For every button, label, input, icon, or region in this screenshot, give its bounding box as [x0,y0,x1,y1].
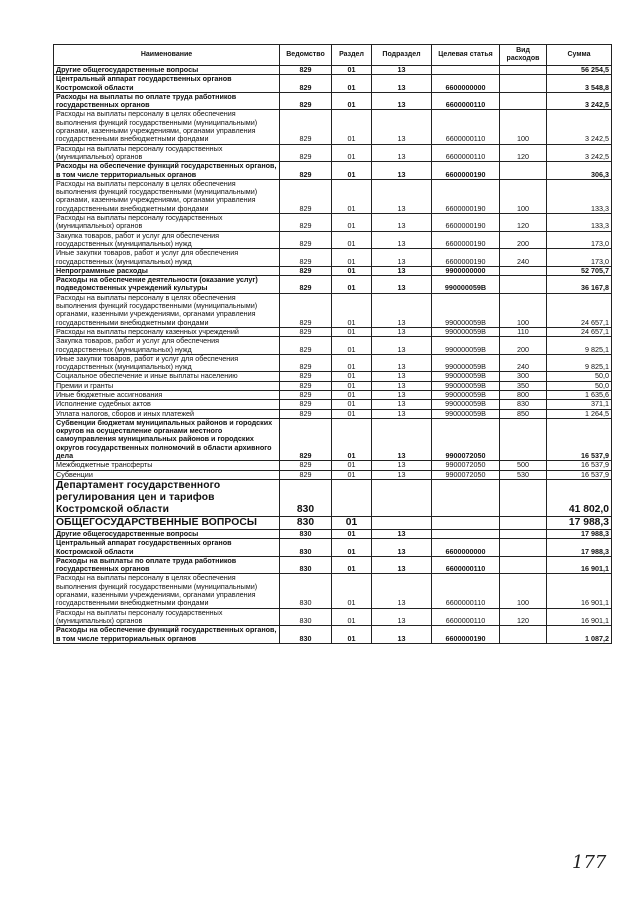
cell-vid [500,276,547,294]
cell-name: Расходы на выплаты по оплате труда работников государственных органов [54,556,280,574]
cell-summa: 56 254,5 [547,66,612,75]
cell-podrazdel: 13 [372,574,432,608]
cell-podrazdel: 13 [372,249,432,267]
cell-razdel: 01 [332,214,372,232]
cell-podrazdel: 13 [372,608,432,626]
cell-summa: 133,3 [547,179,612,213]
cell-razdel: 01 [332,231,372,249]
table-row [54,249,612,267]
cell-statya: 6600000110 [432,556,500,574]
table-row [54,162,612,180]
cell-podrazdel: 13 [372,418,432,460]
cell-summa: 50,0 [547,372,612,381]
table-row [54,110,612,144]
cell-name: Расходы на выплаты персоналу казенных учреждений [54,327,280,336]
cell-name: Закупка товаров, работ и услуг для обеспечения государственных (муниципальных) нужд [54,231,280,249]
cell-summa: 52 705,7 [547,266,612,275]
table-row [54,516,612,529]
cell-razdel: 01 [332,179,372,213]
cell-summa: 3 242,5 [547,144,612,162]
cell-podrazdel: 13 [372,461,432,470]
cell-podrazdel: 13 [372,327,432,336]
cell-vedomstvo: 829 [280,337,332,355]
cell-razdel: 01 [332,626,372,644]
cell-podrazdel: 13 [372,75,432,93]
cell-summa: 371,1 [547,400,612,409]
cell-vedomstvo: 829 [280,461,332,470]
cell-name: Межбюджетные трансферты [54,461,280,470]
cell-vedomstvo: 830 [280,574,332,608]
cell-vid [500,418,547,460]
cell-statya: 990000059В [432,337,500,355]
cell-vid [500,516,547,529]
cell-name: Департамент государственного регулирования цен и тарифов Костромской области [54,479,280,516]
cell-razdel: 01 [332,539,372,557]
cell-summa: 16 901,1 [547,556,612,574]
cell-razdel: 01 [332,162,372,180]
table-row [54,461,612,470]
cell-vid [500,66,547,75]
cell-name: Исполнение судебных актов [54,400,280,409]
cell-podrazdel: 13 [372,214,432,232]
cell-statya: 9900072050 [432,461,500,470]
cell-vedomstvo: 829 [280,214,332,232]
cell-vedomstvo: 829 [280,162,332,180]
table-row [54,276,612,294]
cell-podrazdel: 13 [372,231,432,249]
cell-razdel: 01 [332,337,372,355]
cell-vid: 200 [500,337,547,355]
cell-summa: 24 657,1 [547,293,612,327]
cell-podrazdel: 13 [372,400,432,409]
cell-summa: 16 537,9 [547,470,612,479]
cell-razdel [332,479,372,516]
cell-vedomstvo: 830 [280,608,332,626]
header-podrazdel: Подраздел [372,45,432,66]
cell-vedomstvo: 829 [280,354,332,372]
table-row [54,293,612,327]
cell-vid: 240 [500,249,547,267]
cell-summa: 17 988,3 [547,516,612,529]
cell-podrazdel: 13 [372,556,432,574]
cell-summa: 50,0 [547,381,612,390]
cell-statya: 6600000110 [432,110,500,144]
cell-podrazdel: 13 [372,266,432,275]
cell-summa: 306,3 [547,162,612,180]
table-row [54,400,612,409]
cell-name: Расходы на выплаты по оплате труда работников государственных органов [54,92,280,110]
table-row [54,214,612,232]
cell-vid [500,626,547,644]
cell-podrazdel: 13 [372,372,432,381]
cell-podrazdel: 13 [372,162,432,180]
cell-vedomstvo: 829 [280,293,332,327]
cell-name: Центральный аппарат государственных органов Костромской области [54,75,280,93]
table-row [54,75,612,93]
table-row [54,337,612,355]
cell-vid [500,539,547,557]
cell-podrazdel: 13 [372,390,432,399]
cell-podrazdel: 13 [372,144,432,162]
cell-podrazdel: 13 [372,179,432,213]
cell-vid: 350 [500,381,547,390]
cell-statya: 6600000110 [432,92,500,110]
cell-name: Расходы на выплаты персоналу в целях обеспечения выполнения функций государственными (муниципальными) органами, казенными учреждениями, органами управления государственными внебюджетными фондами [54,179,280,213]
table-row [54,626,612,644]
cell-vid: 120 [500,214,547,232]
cell-statya: 6600000110 [432,608,500,626]
cell-name: Премии и гранты [54,381,280,390]
cell-podrazdel: 13 [372,110,432,144]
cell-vid: 830 [500,400,547,409]
cell-vedomstvo: 830 [280,529,332,538]
table-row [54,354,612,372]
cell-summa: 17 988,3 [547,529,612,538]
cell-razdel: 01 [332,293,372,327]
cell-statya: 990000059В [432,390,500,399]
cell-vedomstvo: 830 [280,479,332,516]
cell-vedomstvo: 829 [280,276,332,294]
cell-podrazdel: 13 [372,529,432,538]
cell-vedomstvo: 830 [280,516,332,529]
cell-name: Центральный аппарат государственных органов Костромской области [54,539,280,557]
table-row [54,470,612,479]
table-row [54,409,612,418]
table-row [54,179,612,213]
table-row [54,479,612,516]
cell-statya: 990000059В [432,327,500,336]
header-name: Наименование [54,45,280,66]
cell-statya [432,66,500,75]
cell-summa: 3 242,5 [547,92,612,110]
cell-vedomstvo: 829 [280,179,332,213]
cell-statya: 6600000000 [432,539,500,557]
cell-statya: 6600000190 [432,626,500,644]
cell-podrazdel: 13 [372,293,432,327]
cell-summa: 16 901,1 [547,574,612,608]
cell-podrazdel [372,479,432,516]
table-row [54,327,612,336]
table-row [54,418,612,460]
cell-vid: 300 [500,372,547,381]
cell-vedomstvo: 829 [280,110,332,144]
cell-podrazdel: 13 [372,626,432,644]
table-row [54,66,612,75]
cell-summa: 41 802,0 [547,479,612,516]
cell-podrazdel: 13 [372,276,432,294]
cell-razdel: 01 [332,372,372,381]
cell-vid [500,556,547,574]
cell-name: Расходы на выплаты персоналу в целях обеспечения выполнения функций государственными (муниципальными) органами, казенными учреждениями, органами управления государственными внебюджетными фондами [54,574,280,608]
cell-razdel: 01 [332,75,372,93]
cell-statya: 6600000190 [432,179,500,213]
table-row [54,372,612,381]
cell-razdel: 01 [332,92,372,110]
cell-vid: 100 [500,110,547,144]
cell-summa: 3 242,5 [547,110,612,144]
cell-statya: 990000059В [432,293,500,327]
cell-razdel: 01 [332,354,372,372]
cell-vedomstvo: 829 [280,266,332,275]
cell-vedomstvo: 829 [280,400,332,409]
cell-vid: 240 [500,354,547,372]
cell-name: Расходы на выплаты персоналу государственных (муниципальных) органов [54,608,280,626]
cell-statya: 990000059В [432,400,500,409]
cell-summa: 16 537,9 [547,461,612,470]
cell-summa: 24 657,1 [547,327,612,336]
cell-vid: 800 [500,390,547,399]
table-row [54,608,612,626]
budget-table [53,44,612,644]
header-vedomstvo: Ведомство [280,45,332,66]
cell-razdel: 01 [332,390,372,399]
cell-name: Расходы на обеспечение деятельности (оказание услуг) подведомственных учреждений культуры [54,276,280,294]
cell-vedomstvo: 829 [280,327,332,336]
cell-vedomstvo: 829 [280,75,332,93]
cell-statya [432,516,500,529]
cell-summa: 36 167,8 [547,276,612,294]
cell-summa: 16 901,1 [547,608,612,626]
cell-razdel: 01 [332,327,372,336]
cell-vid [500,266,547,275]
cell-statya: 6600000110 [432,144,500,162]
cell-razdel: 01 [332,400,372,409]
cell-vedomstvo: 829 [280,418,332,460]
cell-vid [500,529,547,538]
cell-summa: 17 988,3 [547,539,612,557]
cell-summa: 9 825,1 [547,337,612,355]
cell-razdel: 01 [332,110,372,144]
cell-name: Иные бюджетные ассигнования [54,390,280,399]
cell-podrazdel: 13 [372,92,432,110]
cell-name: Социальное обеспечение и иные выплаты населению [54,372,280,381]
table-row [54,574,612,608]
cell-name: Расходы на обеспечение функций государственных органов, в том числе территориальных органов [54,162,280,180]
cell-vid: 530 [500,470,547,479]
cell-statya: 990000059В [432,354,500,372]
cell-statya: 6600000190 [432,214,500,232]
cell-statya: 990000059В [432,381,500,390]
cell-name: ОБЩЕГОСУДАРСТВЕННЫЕ ВОПРОСЫ [54,516,280,529]
cell-vedomstvo: 830 [280,626,332,644]
cell-razdel: 01 [332,276,372,294]
cell-podrazdel: 13 [372,539,432,557]
cell-statya: 6600000190 [432,162,500,180]
cell-vid: 120 [500,144,547,162]
cell-podrazdel: 13 [372,337,432,355]
cell-vedomstvo: 829 [280,470,332,479]
cell-razdel: 01 [332,66,372,75]
cell-podrazdel [372,516,432,529]
header-vid: Вид расходов [500,45,547,66]
cell-name: Расходы на выплаты персоналу государственных (муниципальных) органов [54,214,280,232]
cell-name: Другие общегосударственные вопросы [54,529,280,538]
cell-statya [432,479,500,516]
cell-summa: 9 825,1 [547,354,612,372]
table-row [54,390,612,399]
cell-statya: 6600000190 [432,231,500,249]
cell-razdel: 01 [332,144,372,162]
table-row [54,529,612,538]
cell-summa: 1 635,6 [547,390,612,399]
header-statya: Целевая статья [432,45,500,66]
cell-vid [500,479,547,516]
cell-vedomstvo: 830 [280,556,332,574]
cell-vid: 200 [500,231,547,249]
table-body [54,66,612,644]
cell-name: Расходы на выплаты персоналу государственных (муниципальных) органов [54,144,280,162]
table-row [54,539,612,557]
cell-statya: 9900000000 [432,266,500,275]
cell-name: Субвенции бюджетам муниципальных районов и городских округов на осуществление органами местного самоуправления муниципальных районов и городских округов государственных полномочий в области архивного дела [54,418,280,460]
cell-vedomstvo: 829 [280,92,332,110]
page-number: 177 [572,852,607,873]
cell-vid: 100 [500,179,547,213]
cell-summa: 1 087,2 [547,626,612,644]
cell-statya: 9900072050 [432,418,500,460]
cell-statya: 6600000110 [432,574,500,608]
cell-razdel: 01 [332,381,372,390]
cell-razdel: 01 [332,556,372,574]
cell-name: Иные закупки товаров, работ и услуг для обеспечения государственных (муниципальных) нужд [54,354,280,372]
cell-podrazdel: 13 [372,66,432,75]
cell-summa: 3 548,8 [547,75,612,93]
cell-vedomstvo: 829 [280,231,332,249]
cell-vedomstvo: 829 [280,66,332,75]
cell-summa: 133,3 [547,214,612,232]
table-row [54,381,612,390]
cell-summa: 173,0 [547,249,612,267]
cell-statya: 9900072050 [432,470,500,479]
cell-vid: 500 [500,461,547,470]
cell-vedomstvo: 829 [280,390,332,399]
cell-vedomstvo: 829 [280,249,332,267]
cell-name: Субвенции [54,470,280,479]
cell-razdel: 01 [332,529,372,538]
cell-razdel: 01 [332,266,372,275]
table-row [54,92,612,110]
table-header-row [54,45,612,66]
cell-vid [500,75,547,93]
cell-summa: 16 537,9 [547,418,612,460]
cell-vedomstvo: 829 [280,409,332,418]
cell-razdel: 01 [332,249,372,267]
cell-vid: 100 [500,574,547,608]
cell-razdel: 01 [332,516,372,529]
cell-name: Расходы на выплаты персоналу в целях обеспечения выполнения функций государственными (муниципальными) органами, казенными учреждениями, органами управления государственными внебюджетными фондами [54,110,280,144]
cell-name: Расходы на выплаты персоналу в целях обеспечения выполнения функций государственными (муниципальными) органами, казенными учреждениями, органами управления государственными внебюджетными фондами [54,293,280,327]
cell-statya: 990000059В [432,276,500,294]
cell-statya: 990000059В [432,409,500,418]
cell-name: Иные закупки товаров, работ и услуг для обеспечения государственных (муниципальных) нужд [54,249,280,267]
table-row [54,231,612,249]
cell-statya [432,529,500,538]
cell-vedomstvo: 829 [280,372,332,381]
cell-vid: 120 [500,608,547,626]
cell-podrazdel: 13 [372,354,432,372]
cell-statya: 6600000000 [432,75,500,93]
cell-razdel: 01 [332,470,372,479]
table-row [54,266,612,275]
cell-vid: 100 [500,293,547,327]
cell-podrazdel: 13 [372,381,432,390]
cell-name: Уплата налогов, сборов и иных платежей [54,409,280,418]
cell-vid: 850 [500,409,547,418]
header-summa: Сумма [547,45,612,66]
cell-statya: 990000059В [432,372,500,381]
cell-podrazdel: 13 [372,470,432,479]
cell-summa: 1 264,5 [547,409,612,418]
cell-razdel: 01 [332,461,372,470]
cell-podrazdel: 13 [372,409,432,418]
cell-summa: 173,0 [547,231,612,249]
cell-vedomstvo: 829 [280,144,332,162]
cell-statya: 6600000190 [432,249,500,267]
cell-razdel: 01 [332,608,372,626]
table-row [54,144,612,162]
cell-name: Другие общегосударственные вопросы [54,66,280,75]
cell-name: Расходы на обеспечение функций государственных органов, в том числе территориальных органов [54,626,280,644]
cell-name: Закупка товаров, работ и услуг для обеспечения государственных (муниципальных) нужд [54,337,280,355]
cell-razdel: 01 [332,409,372,418]
cell-razdel: 01 [332,574,372,608]
cell-vid [500,92,547,110]
cell-vid [500,162,547,180]
table-row [54,556,612,574]
cell-vid: 110 [500,327,547,336]
cell-vedomstvo: 829 [280,381,332,390]
header-razdel: Раздел [332,45,372,66]
cell-vedomstvo: 830 [280,539,332,557]
cell-razdel: 01 [332,418,372,460]
cell-name: Непрограммные расходы [54,266,280,275]
